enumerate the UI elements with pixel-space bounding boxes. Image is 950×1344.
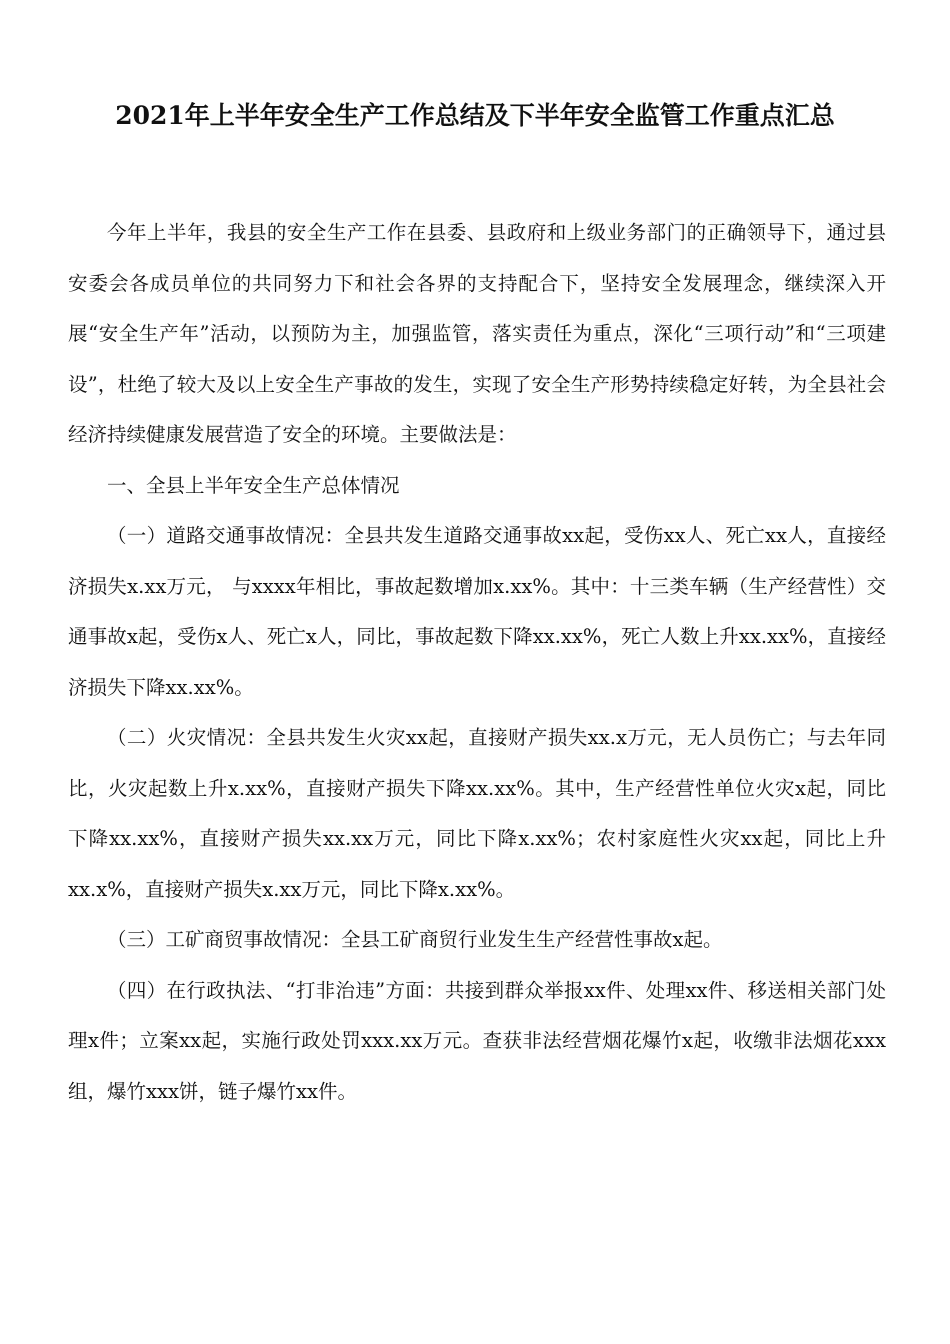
section-heading-1: 一、全县上半年安全生产总体情况 [107,473,400,497]
document-body [68,208,886,1117]
fire-paragraph: （二）火灾情况：全县共发生火灾xx起，直接财产损失xx.x万元，无人员伤亡；与去年同比，火灾起数上升x.xx%，直接财产损失下降xx.xx%。其中，生产经营性单位火灾x起，同比下降xx.xx%，直接财产损失xx.xx万元，同比下降x.xx%；农村家庭性火灾xx起，同比上升xx.x%，直接财产损失x.xx万元，同比下降x.xx%。 [68,726,886,901]
document-title: 2021年上半年安全生产工作总结及下半年安全监管工作重点汇总 [115,101,835,130]
industrial-paragraph: （三）工矿商贸事故情况：全县工矿商贸行业发生生产经营性事故x起。 [107,928,723,951]
enforcement-paragraph: （四）在行政执法、“打非治违”方面：共接到群众举报xx件、处理xx件、移送相关部门处理x件；立案xx起，实施行政处罚xxx.xx万元。查获非法经营烟花爆竹x起，收缴非法烟花xxx组，爆竹xxx饼，链子爆竹xx件。 [68,978,886,1103]
intro-paragraph: 今年上半年，我县的安全生产工作在县委、县政府和上级业务部门的正确领导下，通过县安委会各成员单位的共同努力下和社会各界的支持配合下，坚持安全发展理念，继续深入开展“安全生产年”活动，以预防为主，加强监管，落实责任为重点，深化“三项行动”和“三项建设”，杜绝了较大及以上安全生产事故的发生，实现了安全生产形势持续稳定好转，为全县社会经济持续健康发展营造了安全的环境。主要做法是： [68,221,886,446]
road-traffic-paragraph: （一）道路交通事故情况：全县共发生道路交通事故xx起，受伤xx人、死亡xx人，直接经济损失x.xx万元， 与xxxx年相比，事故起数增加x.xx%。其中：十三类车辆（生产经营性）交通事故x起，受伤x人、死亡x人，同比，事故起数下降xx.xx%，死亡人数上升xx.xx%，直接经济损失下降xx.xx%。 [68,524,886,699]
